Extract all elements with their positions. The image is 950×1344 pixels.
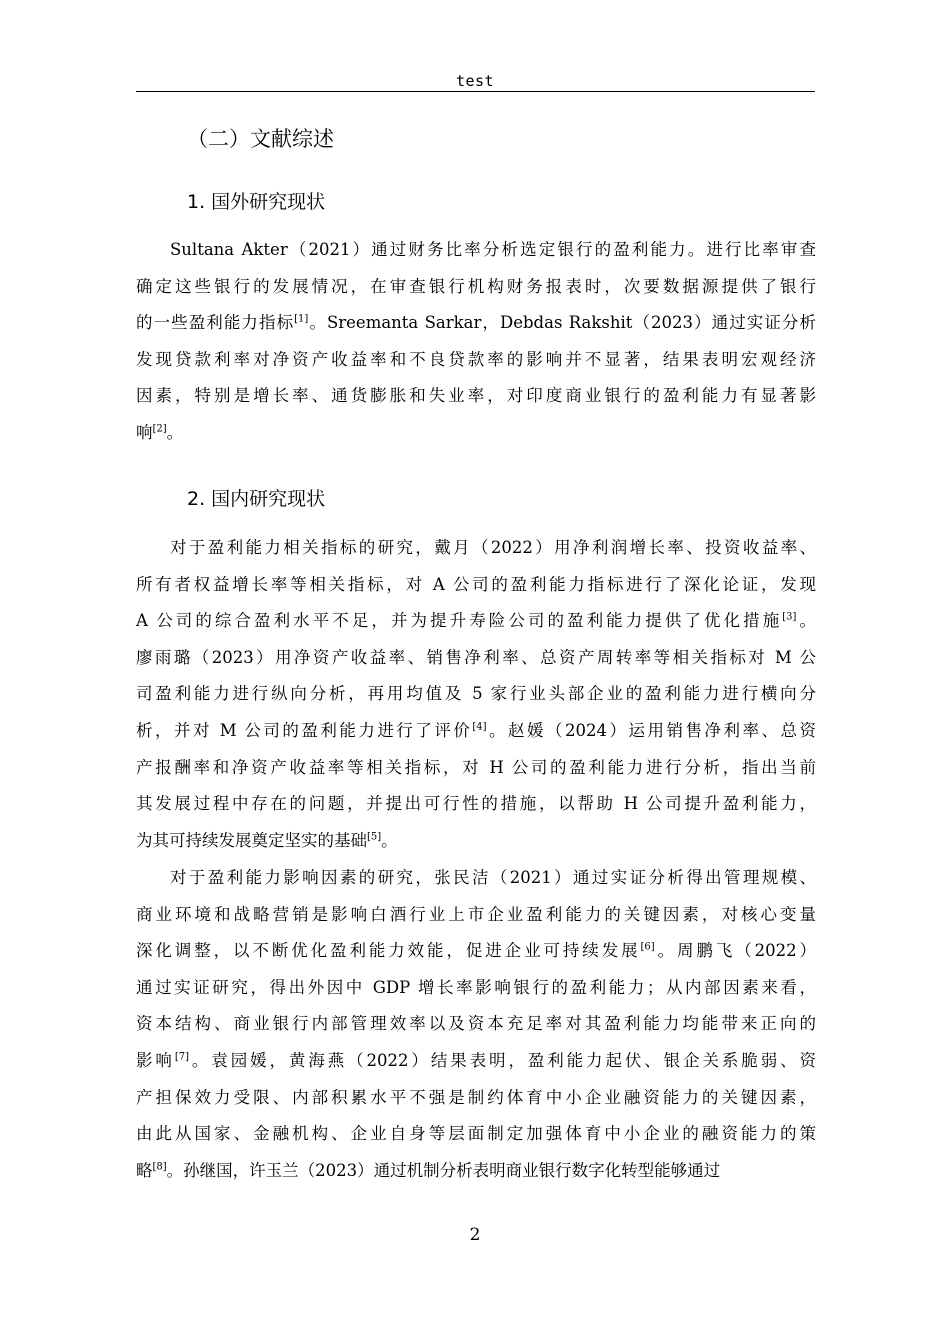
citation-marker: [3] [782,611,797,623]
text-line: 其发展过程中存在的问题，并提出可行性的措施，以帮助 H 公司提升盈利能力， [136,794,816,814]
citation-marker: [7] [174,1051,189,1063]
paragraph-profitability-indicators [136,530,816,859]
citation-marker: [8] [152,1161,167,1173]
text-line: 对于盈利能力影响因素的研究，张民洁（2021）通过实证分析得出管理规模、 [170,868,816,887]
text-line: 因素，特别是增长率、通货膨胀和失业率，对印度商业银行的盈利能力有显著影 [136,386,816,406]
citation-marker: [6] [640,941,655,953]
text-line: 产报酬率和净资产收益率等相关指标，对 H 公司的盈利能力进行分析，指出当前 [136,757,816,777]
text-line: 通过实证研究，得出外因中 GDP 增长率影响银行的盈利能力；从内部因素来看， [136,977,816,997]
text-line: 司盈利能力进行纵向分析，再用均值及 5 家行业头部企业的盈利能力进行横向分 [136,684,816,704]
paragraph-foreign-research [136,232,816,452]
citation-marker: [4] [472,721,487,733]
citation-marker: [2] [152,423,167,435]
text-line: 的一些盈利能力指标[1]。Sreemanta Sarkar，Debdas Rakshit（2023）通过实证分析 [136,313,817,333]
text-line: 由此从国家、金融机构、企业自身等层面制定加强体育中小企业的融资能力的策 [136,1124,816,1144]
subsection-title-domestic: 2. 国内研究现状 [187,488,326,510]
text-line: 产担保效力受限、内部积累水平不强是制约体育中小企业融资能力的关键因素， [136,1087,816,1107]
citation-marker: [5] [367,831,382,843]
text-line: 确定这些银行的发展情况，在审查银行机构财务报表时，次要数据源提供了银行 [136,276,816,296]
text-line: 影响[7]。袁园媛，黄海燕（2022）结果表明，盈利能力起伏、银企关系脆弱、资 [136,1050,816,1070]
text-line: 廖雨璐（2023）用净资产收益率、销售净利率、总资产周转率等相关指标对 M 公 [136,647,816,667]
page-number: 2 [469,1225,481,1245]
text-line: 响[2]。 [136,422,184,442]
text-line: 资本结构、商业银行内部管理效率以及资本充足率对其盈利能力均能带来正向的 [136,1014,816,1034]
section-title: （二）文献综述 [187,127,334,151]
running-header: test [455,72,495,90]
text-line: 对于盈利能力相关指标的研究，戴月（2022）用净利润增长率、投资收益率、 [170,538,816,557]
text-line: Sultana Akter（2021）通过财务比率分析选定银行的盈利能力。进行比率审查 [170,240,816,259]
text-line: 发现贷款利率对净资产收益率和不良贷款率的影响并不显著，结果表明宏观经济 [136,349,816,369]
paragraph-profitability-factors [136,860,816,1189]
text-line: 略[8]。孙继国，许玉兰（2023）通过机制分析表明商业银行数字化转型能够通过 [136,1160,721,1180]
text-line: 深化调整，以不断优化盈利能力效能，促进企业可持续发展[6]。周鹏飞（2022） [136,941,817,961]
subsection-title-foreign: 1. 国外研究现状 [187,191,326,213]
citation-marker: [1] [294,313,309,325]
header-rule [136,91,815,92]
text-line: A 公司的综合盈利水平不足，并为提升寿险公司的盈利能力提供了优化措施[3]。 [136,611,817,631]
text-line: 所有者权益增长率等相关指标，对 A 公司的盈利能力指标进行了深化论证，发现 [136,574,816,594]
text-line: 析，并对 M 公司的盈利能力进行了评价[4]。赵媛（2024）运用销售净利率、总资 [136,720,816,740]
text-line: 为其可持续发展奠定坚实的基础[5]。 [136,830,398,850]
text-line: 商业环境和战略营销是影响白酒行业上市企业盈利能力的关键因素，对核心变量 [136,904,816,924]
